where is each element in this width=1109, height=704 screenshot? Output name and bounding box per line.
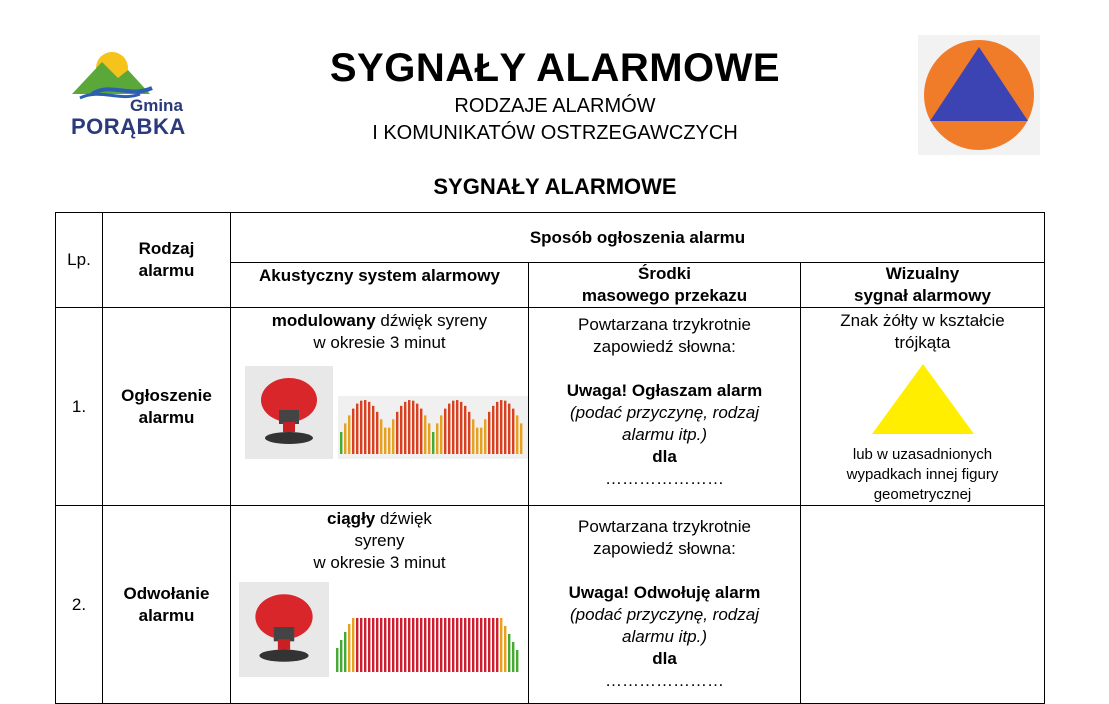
row2-visual-empty bbox=[801, 506, 1045, 704]
signal-bar bbox=[360, 401, 362, 454]
row1-media: Powtarzana trzykrotnie zapowiedź słowna: Uwaga! Ogłaszam alarm (podać przyczynę, rodzaj alarmu itp.) dla ………………… bbox=[529, 308, 801, 506]
signal-bar bbox=[372, 406, 374, 454]
row2-lp: 2. bbox=[56, 506, 103, 704]
signal-bar bbox=[452, 401, 454, 454]
signal-bar bbox=[500, 400, 502, 454]
signal-bar bbox=[428, 618, 430, 672]
signal-bar bbox=[392, 419, 394, 454]
signal-bar bbox=[496, 618, 498, 672]
signal-bar bbox=[476, 428, 478, 454]
signal-bar bbox=[500, 618, 502, 672]
section-title: SYGNAŁY ALARMOWE bbox=[433, 174, 677, 199]
signal-bar bbox=[432, 618, 434, 672]
signal-bar bbox=[448, 404, 450, 454]
signal-bar bbox=[468, 618, 470, 672]
signal-bar bbox=[396, 412, 398, 454]
signal-bar bbox=[488, 412, 490, 454]
signal-bar bbox=[432, 432, 434, 454]
signal-bar bbox=[492, 618, 494, 672]
signal-bar bbox=[468, 412, 470, 454]
signal-bar bbox=[420, 409, 422, 454]
signal-bar bbox=[428, 423, 430, 454]
row1-rodzaj: Ogłoszenie alarmu bbox=[103, 308, 231, 506]
signal-bar bbox=[416, 404, 418, 454]
signal-bar bbox=[436, 423, 438, 454]
signal-bar bbox=[400, 406, 402, 454]
signal-bar bbox=[444, 618, 446, 672]
row1-acoustic: modulowany dźwięk syreny w okresie 3 minut bbox=[231, 308, 529, 506]
signal-bar bbox=[456, 400, 458, 454]
signal-bar bbox=[484, 618, 486, 672]
signal-bar bbox=[404, 618, 406, 672]
signal-bar bbox=[436, 618, 438, 672]
signal-bar bbox=[376, 618, 378, 672]
signal-bar bbox=[388, 428, 390, 454]
signal-bar bbox=[504, 401, 506, 454]
signal-bar bbox=[516, 415, 518, 454]
signal-bar bbox=[440, 415, 442, 454]
signal-bar bbox=[380, 419, 382, 454]
row1-visual: Znak żółty w kształcie trójkąta lub w uzasadnionych wypadkach innej figury geometrycznej bbox=[801, 308, 1045, 506]
signal-bar bbox=[392, 618, 394, 672]
signal-bar bbox=[452, 618, 454, 672]
table-row bbox=[56, 308, 1045, 506]
header-rodzaj-alarmu: Rodzaj alarmu bbox=[103, 213, 231, 308]
signal-bar bbox=[460, 402, 462, 454]
signal-bar bbox=[456, 618, 458, 672]
signal-bar bbox=[424, 618, 426, 672]
header-sposob-ogloszenia: Sposób ogłoszenia alarmu bbox=[231, 213, 1045, 263]
siren-icon bbox=[245, 366, 333, 459]
signal-bar bbox=[384, 618, 386, 672]
signal-bar bbox=[348, 624, 350, 672]
header-lp: Lp. bbox=[56, 213, 103, 308]
signal-bar bbox=[488, 618, 490, 672]
modulated-signal-graph-icon bbox=[338, 396, 528, 459]
signal-bar bbox=[512, 409, 514, 454]
header-srodki-przekazu: Środki masowego przekazu bbox=[529, 263, 801, 308]
signal-bar bbox=[412, 401, 414, 454]
signal-bar bbox=[352, 618, 354, 672]
signal-bar bbox=[424, 415, 426, 454]
signal-bar bbox=[364, 618, 366, 672]
signal-bar bbox=[348, 415, 350, 454]
signal-bar bbox=[356, 404, 358, 454]
signal-bar bbox=[464, 618, 466, 672]
signal-bar bbox=[368, 402, 370, 454]
logo-gmina-text: Gmina bbox=[130, 96, 183, 115]
signal-bar bbox=[372, 618, 374, 672]
signal-bar bbox=[464, 406, 466, 454]
signal-bar bbox=[444, 409, 446, 454]
signal-bar bbox=[368, 618, 370, 672]
signal-bar bbox=[352, 409, 354, 454]
signal-bar bbox=[400, 618, 402, 672]
signal-bar bbox=[516, 650, 518, 672]
signal-bar bbox=[344, 632, 346, 672]
signal-bar bbox=[508, 404, 510, 454]
signal-bar bbox=[412, 618, 414, 672]
alarm-signals-table bbox=[55, 212, 1045, 704]
continuous-signal-graph-icon bbox=[334, 614, 524, 677]
gmina-porabka-logo bbox=[70, 48, 200, 140]
signal-bar bbox=[408, 400, 410, 454]
signal-bar bbox=[508, 634, 510, 672]
signal-bar bbox=[420, 618, 422, 672]
civil-defence-emblem bbox=[918, 35, 1040, 155]
page-title: SYGNAŁY ALARMOWE bbox=[329, 46, 781, 90]
logo-name-text: PORĄBKA bbox=[71, 114, 186, 139]
signal-bar bbox=[448, 618, 450, 672]
table-row bbox=[56, 506, 1045, 704]
signal-bar bbox=[380, 618, 382, 672]
signal-bar bbox=[336, 648, 338, 672]
signal-bar bbox=[356, 618, 358, 672]
signal-bar bbox=[496, 402, 498, 454]
signal-bar bbox=[504, 626, 506, 672]
row1-lp: 1. bbox=[56, 308, 103, 506]
siren-icon bbox=[239, 582, 329, 677]
signal-bar bbox=[416, 618, 418, 672]
signal-bar bbox=[476, 618, 478, 672]
signal-bar bbox=[512, 642, 514, 672]
signal-bar bbox=[408, 618, 410, 672]
signal-bar bbox=[480, 428, 482, 454]
signal-bar bbox=[384, 428, 386, 454]
signal-bar bbox=[480, 618, 482, 672]
header-wizualny: Wizualny sygnał alarmowy bbox=[801, 263, 1045, 308]
signal-bar bbox=[360, 618, 362, 672]
signal-bar bbox=[472, 419, 474, 454]
page-subtitle-line2: I KOMUNIKATÓW OSTRZEGAWCZYCH bbox=[372, 122, 738, 144]
signal-bar bbox=[484, 419, 486, 454]
row2-acoustic: ciągły dźwięk syreny w okresie 3 minut bbox=[231, 506, 529, 704]
signal-bar bbox=[396, 618, 398, 672]
row2-media: Powtarzana trzykrotnie zapowiedź słowna: Uwaga! Odwołuję alarm (podać przyczynę, rodzaj alarmu itp.) dla ………………… bbox=[529, 506, 801, 704]
signal-bar bbox=[388, 618, 390, 672]
signal-bar bbox=[344, 423, 346, 454]
yellow-triangle-icon bbox=[868, 360, 978, 440]
header-akustyczny: Akustyczny system alarmowy bbox=[231, 263, 529, 308]
signal-bar bbox=[460, 618, 462, 672]
signal-bar bbox=[376, 412, 378, 454]
signal-bar bbox=[340, 640, 342, 672]
signal-bar bbox=[340, 432, 342, 454]
signal-bar bbox=[520, 423, 522, 454]
row2-rodzaj: Odwołanie alarmu bbox=[103, 506, 231, 704]
civil-defence-triangle-icon bbox=[918, 35, 1040, 155]
page-subtitle-line1: RODZAJE ALARMÓW bbox=[454, 95, 656, 117]
signal-bar bbox=[440, 618, 442, 672]
signal-bar bbox=[364, 400, 366, 454]
signal-bar bbox=[404, 402, 406, 454]
signal-bar bbox=[492, 406, 494, 454]
signal-bar bbox=[472, 618, 474, 672]
